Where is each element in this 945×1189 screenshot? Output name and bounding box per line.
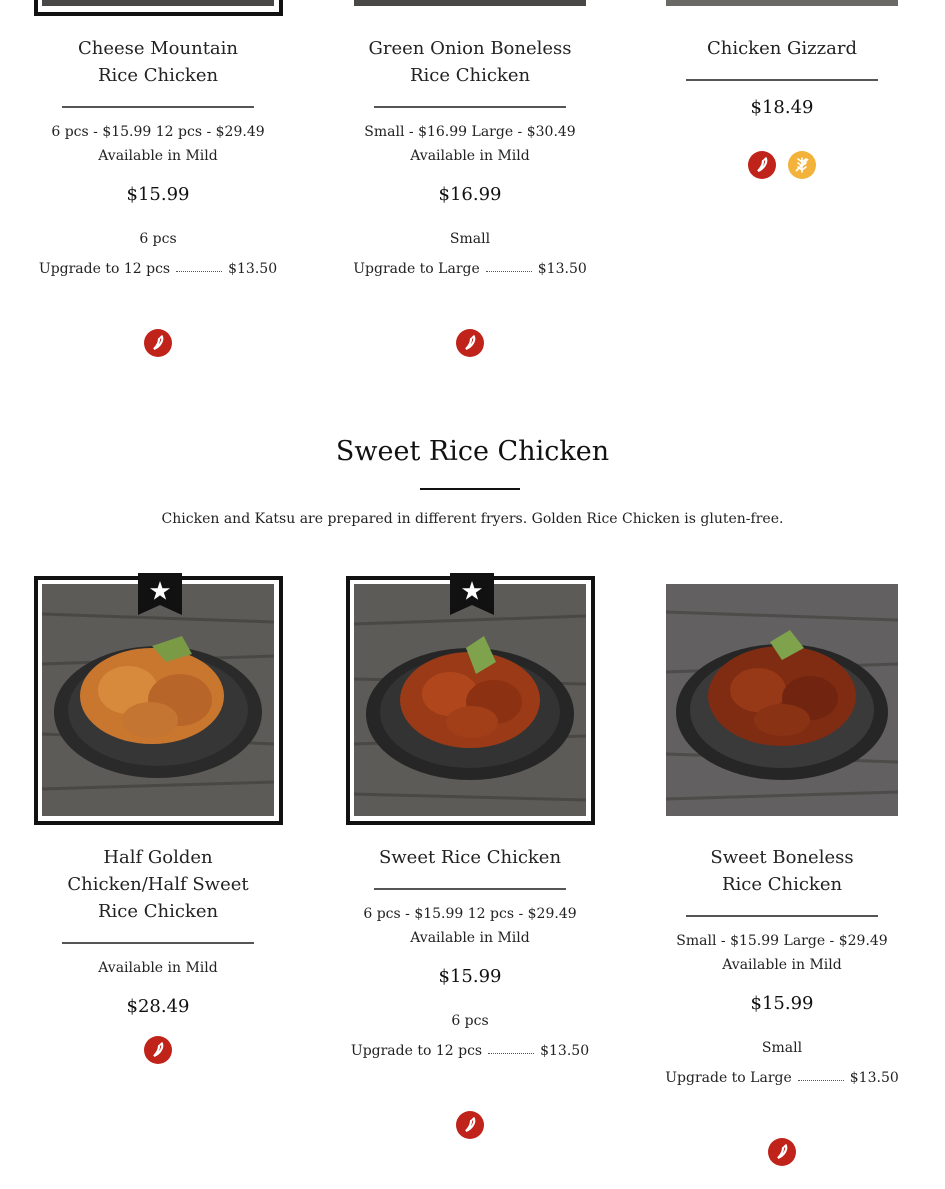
upgrade-price: $13.50 xyxy=(849,1070,899,1086)
bookmark-icon xyxy=(450,573,494,617)
dot-leader xyxy=(488,1052,534,1054)
menu-item[interactable] xyxy=(322,35,618,277)
divider xyxy=(374,888,566,890)
dietary-tags xyxy=(634,151,930,179)
spicy-icon xyxy=(768,1138,796,1166)
menu-item-price: $28.49 xyxy=(126,996,190,1017)
menu-item-price: $15.99 xyxy=(126,184,190,205)
size-option: Small xyxy=(449,231,491,247)
upgrade-price: $13.50 xyxy=(537,261,587,277)
menu-item[interactable] xyxy=(634,844,930,1086)
dietary-tags xyxy=(634,1138,930,1166)
menu-item[interactable] xyxy=(322,844,618,1059)
size-option: 6 pcs xyxy=(451,1013,489,1029)
menu-item-name: Half Golden Chicken/Half Sweet Rice Chicken xyxy=(67,847,249,922)
menu-item-photo[interactable] xyxy=(42,584,274,816)
upgrade-option[interactable] xyxy=(10,261,306,277)
gluten-free-icon xyxy=(788,151,816,179)
section-divider xyxy=(420,488,520,490)
upgrade-option[interactable] xyxy=(634,1070,930,1086)
menu-item-name: Chicken Gizzard xyxy=(706,38,858,59)
menu-item-description: Small - $15.99 Large - $29.49 Available in Mild xyxy=(676,933,888,973)
menu-item-price: $15.99 xyxy=(438,966,502,987)
menu-item[interactable] xyxy=(10,35,306,277)
divider xyxy=(62,106,254,108)
divider xyxy=(62,942,254,944)
menu-item-name: Cheese Mountain Rice Chicken xyxy=(77,38,239,86)
upgrade-option[interactable] xyxy=(322,261,618,277)
menu-item-photo[interactable] xyxy=(42,0,274,6)
menu-item[interactable] xyxy=(634,35,930,118)
menu-item-name: Sweet Boneless Rice Chicken xyxy=(710,847,854,895)
section-title: Sweet Rice Chicken xyxy=(335,436,610,467)
upgrade-label: Upgrade to 12 pcs xyxy=(350,1043,483,1059)
menu-item-photo[interactable] xyxy=(354,584,586,816)
menu-item-photo[interactable] xyxy=(354,0,586,6)
divider xyxy=(374,106,566,108)
divider xyxy=(686,915,878,917)
menu-item-name: Sweet Rice Chicken xyxy=(378,847,562,868)
menu-item-description: 6 pcs - $15.99 12 pcs - $29.49 Available in Mild xyxy=(363,906,577,946)
spicy-icon xyxy=(748,151,776,179)
dot-leader xyxy=(176,270,222,272)
menu-item-description: Available in Mild xyxy=(98,960,218,976)
size-option: Small xyxy=(761,1040,803,1056)
upgrade-option[interactable] xyxy=(322,1043,618,1059)
menu-item-description: Small - $16.99 Large - $30.49 Available in Mild xyxy=(364,124,576,164)
spicy-icon xyxy=(456,1111,484,1139)
menu-item-price: $18.49 xyxy=(750,97,814,118)
section-note: Chicken and Katsu are prepared in different fryers. Golden Rice Chicken is gluten-free. xyxy=(161,511,784,527)
dietary-tags xyxy=(10,329,306,357)
menu-item-price: $16.99 xyxy=(438,184,502,205)
size-option: 6 pcs xyxy=(139,231,177,247)
menu-item-description: 6 pcs - $15.99 12 pcs - $29.49 Available in Mild xyxy=(51,124,265,164)
spicy-icon xyxy=(456,329,484,357)
spicy-icon xyxy=(144,329,172,357)
spicy-icon xyxy=(144,1036,172,1064)
divider xyxy=(686,79,878,81)
menu-item-photo[interactable] xyxy=(666,584,898,816)
upgrade-price: $13.50 xyxy=(228,261,278,277)
dot-leader xyxy=(798,1079,844,1081)
upgrade-label: Upgrade to Large xyxy=(353,261,480,277)
dietary-tags xyxy=(322,329,618,357)
bookmark-icon xyxy=(138,573,182,617)
menu-item-photo[interactable] xyxy=(666,0,898,6)
upgrade-price: $13.50 xyxy=(540,1043,590,1059)
menu-item-name: Green Onion Boneless Rice Chicken xyxy=(368,38,572,86)
dietary-tags xyxy=(10,1036,306,1064)
upgrade-label: Upgrade to 12 pcs xyxy=(38,261,171,277)
dot-leader xyxy=(486,270,532,272)
upgrade-label: Upgrade to Large xyxy=(665,1070,792,1086)
menu-item[interactable] xyxy=(10,844,306,1017)
menu-item-price: $15.99 xyxy=(750,993,814,1014)
dietary-tags xyxy=(322,1111,618,1139)
